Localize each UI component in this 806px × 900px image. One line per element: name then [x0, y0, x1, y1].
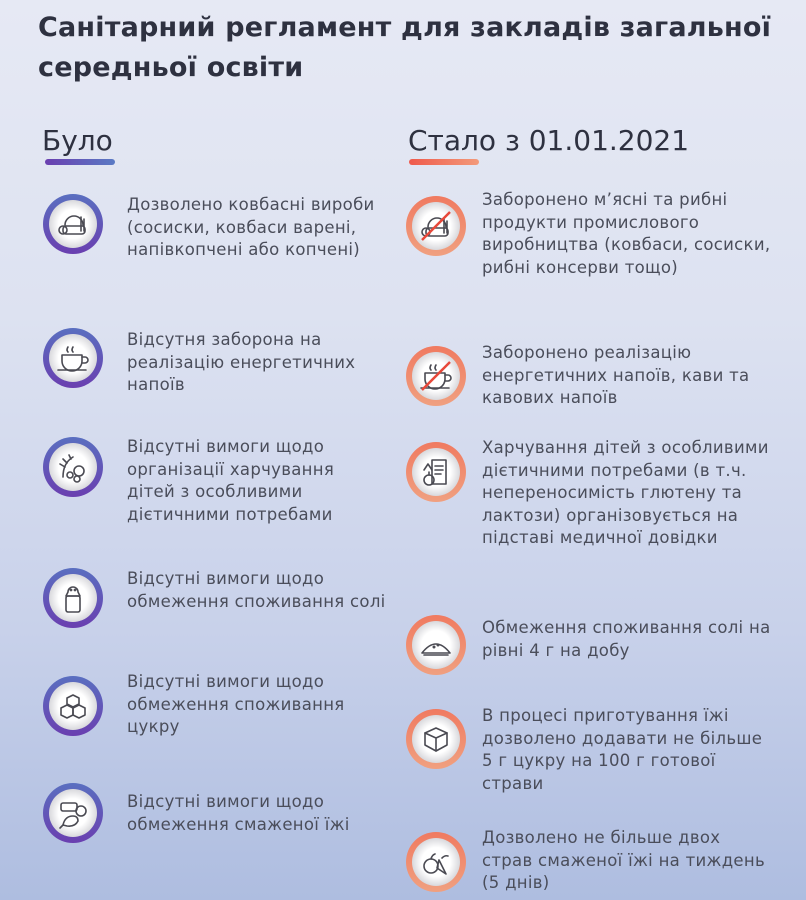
before-item-text: Відсутні вимоги щодо організації харчування дітей з особливими дієтичними потребами [127, 437, 335, 524]
salt-pile-icon [404, 613, 468, 677]
no-coffee-icon [404, 344, 468, 408]
medical-document-icon [404, 440, 468, 504]
sugar-cubes-icon [41, 674, 105, 738]
vegetables-icon [404, 830, 468, 894]
salt-shaker-icon [41, 566, 105, 630]
before-item-text: Відсутня заборона на реалізацію енергетичних напоїв [127, 330, 356, 395]
after-item-text: В процесі приготування їжі дозволено додавати не більше 5 г цукру на 100 г готової страви [482, 706, 763, 793]
after-item-text: Харчування дітей з особливими дієтичними потребами (в т.ч. непереносимість глютену та лактози) організовується на підставі медичної довідки [482, 438, 769, 548]
after-heading: Стало з 01.01.2021 [408, 124, 690, 157]
no-sausage-icon [404, 194, 468, 258]
after-item-text: Заборонено реалізацію енергетичних напоїв, кави та кавових напоїв [482, 343, 750, 408]
sausage-icon [41, 192, 105, 256]
before-item-text: Відсутні вимоги щодо обмеження смаженої їжі [127, 792, 350, 834]
before-item-text: Відсутні вимоги щодо обмеження споживання солі [127, 569, 386, 611]
before-heading: Було [42, 124, 113, 157]
after-item-text: Заборонено м’ясні та рибні продукти промислового виробництва (ковбаси, сосиски, рибні консерви тощо) [482, 190, 771, 277]
sugar-cube-icon [404, 707, 468, 771]
fried-food-icon [41, 781, 105, 845]
after-item-text: Дозволено не більше двох страв смаженої їжі на тиждень (5 днів) [482, 828, 765, 893]
before-item-text: Дозволено ковбасні вироби (сосиски, ковбаси варені, напівкопчені або копчені) [127, 195, 375, 260]
before-item-text: Відсутні вимоги щодо обмеження споживання цукру [127, 672, 345, 737]
after-item-text: Обмеження споживання солі на рівні 4 г на добу [482, 618, 771, 660]
before-underline [45, 159, 115, 165]
after-underline [409, 159, 479, 165]
coffee-cup-icon [41, 326, 105, 390]
diet-food-icon [41, 435, 105, 499]
page-title: Санітарний регламент для закладів загальної середньої освіти [38, 12, 772, 83]
